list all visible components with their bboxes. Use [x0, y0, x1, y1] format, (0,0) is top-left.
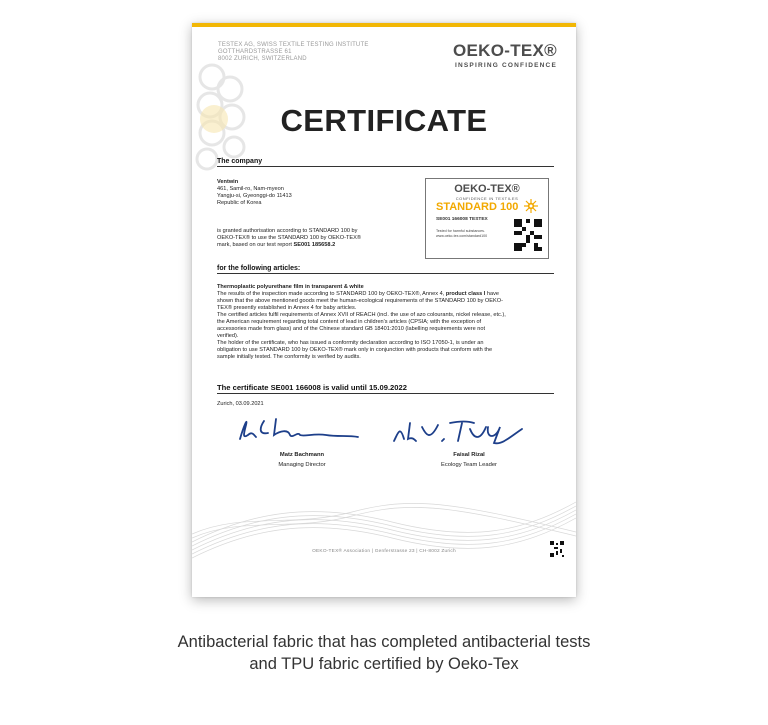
authorisation-prefix: mark, based on our test report: [217, 242, 294, 248]
body-line: The certified articles fulfil requirements of Annex XVII of REACH (incl. the use of azo colourants, nickel release, etc.),: [217, 312, 506, 318]
company-address: 461, Samil-ro, Nam-myeon: [217, 186, 284, 192]
body-line: sample initially tested. The conformity is verified by audits.: [217, 354, 361, 360]
authorisation-line: [217, 242, 361, 249]
standard-100-label: [425, 178, 549, 259]
label-logo: OEKO-TEX®: [454, 183, 520, 195]
signatory-name: Faisal Rizal: [453, 452, 485, 458]
authorisation-line: is granted authorisation according to STANDARD 100 by: [217, 228, 358, 234]
company-name: Ventwin: [217, 179, 239, 185]
label-standard: STANDARD 100: [436, 201, 519, 213]
logo-tagline: INSPIRING CONFIDENCE: [454, 62, 557, 69]
body-line: obligation to use STANDARD 100 by OEKO-TEX® mark only in conjunction with products that conform with the: [217, 347, 493, 353]
oeko-tex-logo: [453, 41, 557, 69]
certificate-page: [192, 23, 576, 597]
body-line: accessories made from glass) and of the Chinese standard GB 18401:2010 (labelling requirements were not: [217, 326, 486, 332]
validity-statement: The certificate SE001 166008 is valid until 15.09.2022: [217, 383, 554, 394]
signature-matz-bachmann: [234, 413, 364, 445]
place-date: Zurich, 03.09.2021: [217, 401, 264, 407]
issuer-line: 8002 ZURICH, SWITZERLAND: [218, 56, 307, 62]
body-line-start: The results of the inspection made according to STANDARD 100 by OEKO-TEX®, Annex 4,: [217, 291, 446, 297]
label-number: SE001 166008 TESTEX: [436, 217, 488, 222]
signature-faisal-rizal: [390, 415, 540, 447]
signatory-role: Ecology Team Leader: [441, 462, 497, 468]
company-country: Republic of Korea: [217, 200, 262, 206]
issuer-address: [218, 42, 369, 63]
certificate-title: CERTIFICATE: [280, 103, 488, 138]
certificate-body: [217, 284, 557, 361]
company-address: Yangju-si, Gyeonggi-do 11413: [217, 193, 292, 199]
body-line: The holder of the certificate, who has issued a conformity declaration according to ISO 17050-1, is under an: [217, 340, 484, 346]
body-line: the American requirement regarding total content of lead in children's articles (CPSIA; with the exception of: [217, 319, 482, 325]
sun-icon: [524, 199, 538, 213]
logo-name: OEKO-TEX®: [452, 41, 557, 60]
body-line: shown that the above mentioned goods meet the human-ecological requirements of the STANDARD 100 by OEKO-: [217, 298, 503, 304]
body-line: verified).: [217, 333, 239, 339]
label-tested: [436, 229, 504, 239]
image-caption: [0, 631, 768, 675]
qr-code-icon: [514, 219, 542, 251]
caption-line: Antibacterial fabric that has completed antibacterial tests: [177, 633, 591, 651]
article-name: Thermoplastic polyurethane film in transparent & white: [217, 284, 364, 290]
company-details: [217, 179, 292, 207]
authorisation-text: [217, 228, 361, 249]
body-line: TEX® presently established in Annex 4 for baby articles.: [217, 305, 357, 311]
product-class: product class I: [445, 291, 486, 297]
signatory-role: Managing Director: [278, 462, 326, 468]
report-number: SE001 185658.2: [293, 242, 336, 248]
label-tested-line: Tested for harmful substances.: [436, 229, 485, 233]
label-confidence: CONFIDENCE IN TEXTILES: [455, 196, 519, 201]
certificate-footer: OEKO-TEX® Association | Genferstrasse 23 | CH-8002 Zurich: [312, 549, 456, 554]
company-heading: The company: [217, 158, 554, 167]
authorisation-line: OEKO-TEX® to use the STANDARD 100 by OEKO-TEX®: [217, 235, 361, 241]
caption-line: and TPU fabric certified by Oeko-Tex: [249, 655, 519, 673]
signatory-name: Matz Bachmann: [279, 452, 325, 458]
label-tested-line: www.oeko-tex.com/standard100: [436, 234, 488, 238]
footer-qr-code-icon: [550, 541, 564, 557]
body-line: [217, 291, 557, 298]
articles-heading: for the following articles:: [217, 265, 554, 274]
body-line-end: have: [485, 291, 499, 297]
issuer-line: TESTEX AG, SWISS TEXTILE TESTING INSTITUTE: [218, 42, 369, 48]
issuer-line: GOTTHARDSTRASSE 61: [218, 49, 292, 55]
